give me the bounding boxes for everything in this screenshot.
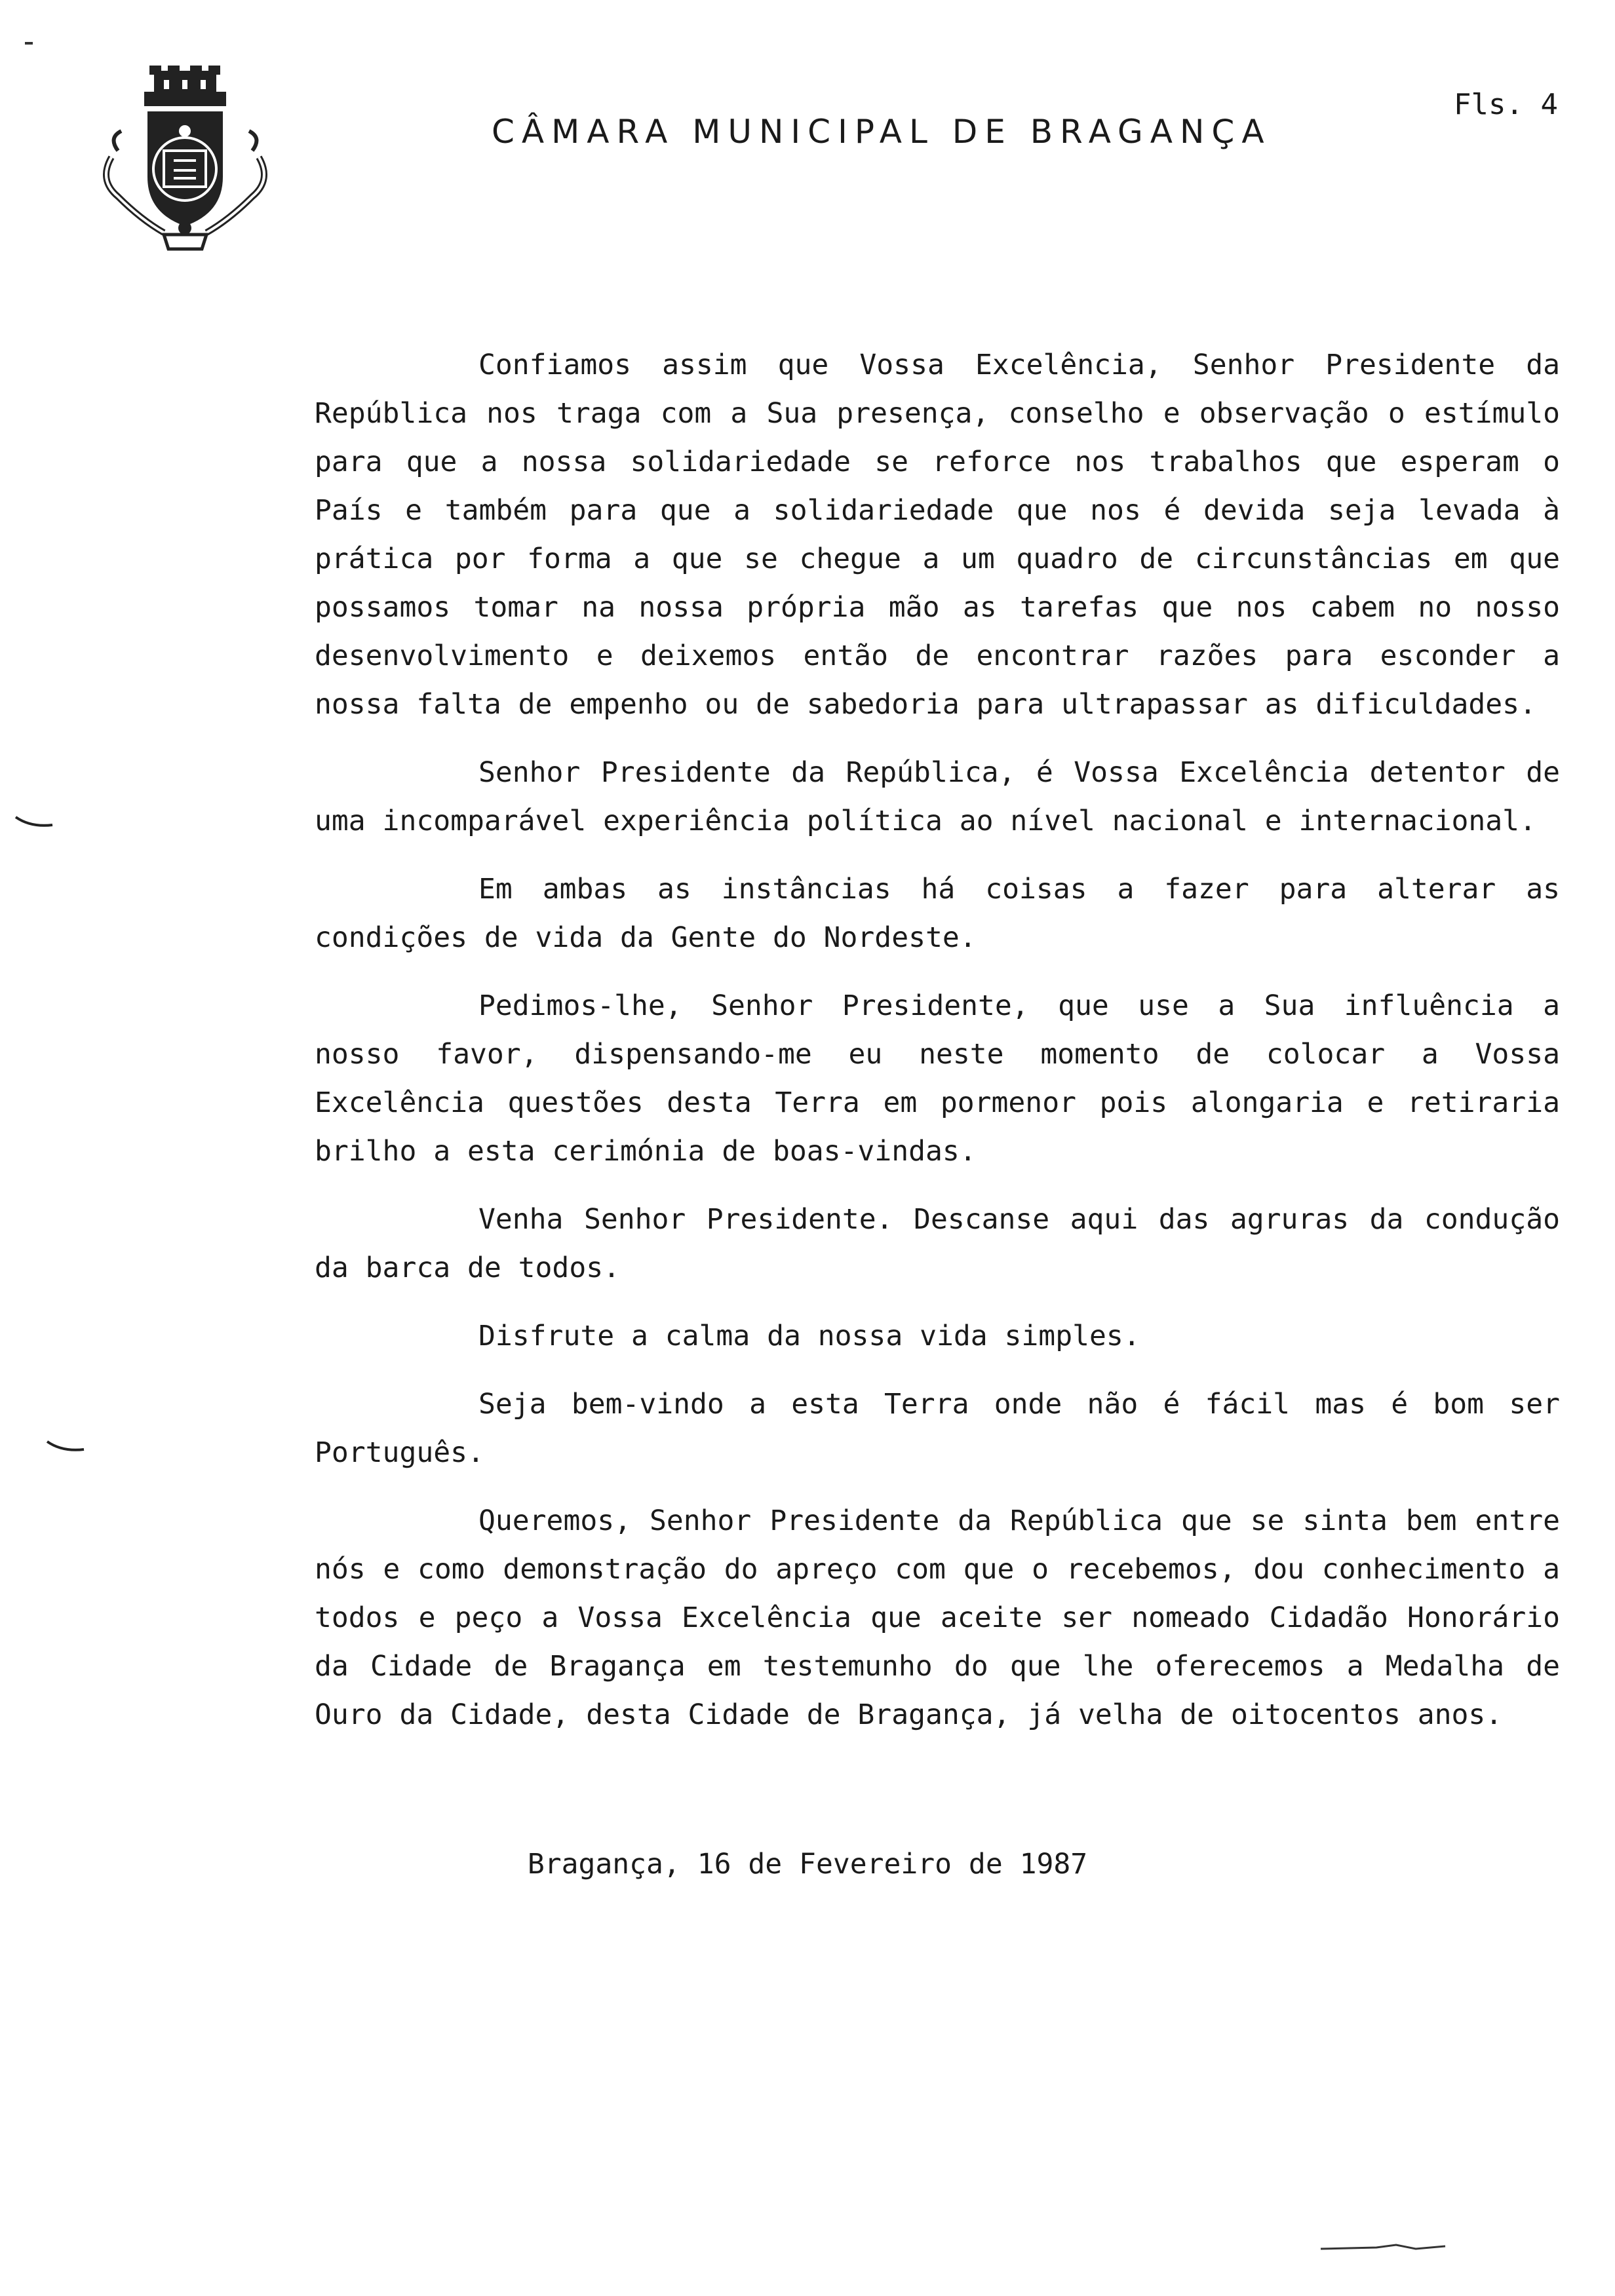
letter-body — [315, 341, 1560, 1759]
paragraph: Venha Senhor Presidente. Descanse aqui das agruras da condução da barca de todos. — [315, 1203, 1560, 1284]
municipal-coat-of-arms-icon — [92, 66, 279, 256]
paragraph: Senhor Presidente da República, é Vossa Excelência detentor de uma incomparável experiência política ao nível nacional e internacional. — [315, 756, 1560, 837]
hole-punch-mark — [46, 1440, 85, 1453]
paragraph: Disfrute a calma da nossa vida simples. — [478, 1320, 1140, 1352]
hole-punch-mark — [14, 816, 54, 829]
paragraph: Em ambas as instâncias há coisas a fazer para alterar as condições de vida da Gente do Nordeste. — [315, 873, 1560, 954]
paragraph: Seja bem-vindo a esta Terra onde não é fácil mas é bom ser Português. — [315, 1388, 1560, 1469]
paragraph: Pedimos-lhe, Senhor Presidente, que use a Sua influência a nosso favor, dispensando-me eu neste momento de colocar a Vossa Excelência questões desta Terra em pormenor pois alongaria e retiraria brilho a esta cerimónia de boas-vindas. — [315, 989, 1560, 1168]
folio-number: Fls. 4 — [1454, 88, 1558, 121]
place-and-date: Bragança, 16 de Fevereiro de 1987 — [527, 1848, 1088, 1881]
organization-name: CÂMARA MUNICIPAL DE BRAGANÇA — [492, 113, 1272, 151]
margin-mark — [25, 42, 33, 45]
paragraph: Confiamos assim que Vossa Excelência, Senhor Presidente da República nos traga com a Sua presença, conselho e observação o estímulo para que a nossa solidariedade se reforce nos trabalhos que esperam o País e também para que a solidariedade que nos é devida seja levada à prática por forma a que se chegue a um quadro de circunstâncias em que possamos tomar na nossa própria mão as tarefas que nos cabem no nosso desenvolvimento e deixemos então de encontrar razões para esconder a nossa falta de empenho ou de sabedoria para ultrapassar as dificuldades. — [315, 349, 1560, 721]
scan-artifact-mark — [1317, 2241, 1449, 2254]
paragraph: Queremos, Senhor Presidente da República que se sinta bem entre nós e como demonstração do apreço com que o recebemos, dou conhecimento a todos e peço a Vossa Excelência que aceite ser nomeado Cidadão Honorário da Cidade de Bragança em testemunho do que lhe oferecemos a Medalha de Ouro da Cidade, desta Cidade de Bragança, já velha de oitocentos anos. — [315, 1504, 1560, 1731]
